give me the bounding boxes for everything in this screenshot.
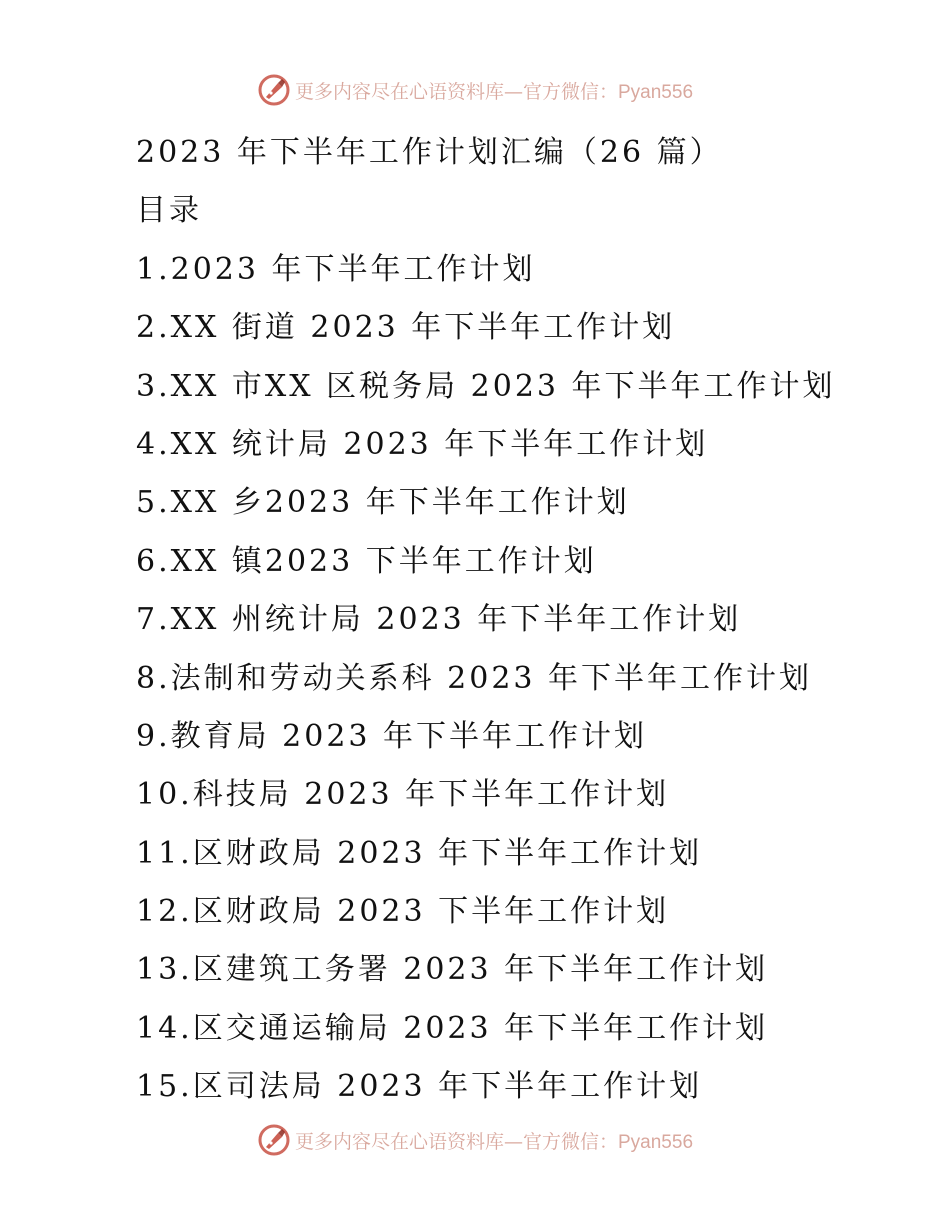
toc-item: 8.法制和劳动关系科 2023 年下半年工作计划 [136, 660, 813, 696]
toc-item: 13.区建筑工务署 2023 年下半年工作计划 [136, 952, 769, 988]
toc-item: 10.科技局 2023 年下半年工作计划 [136, 777, 670, 813]
toc-item: 14.区交通运输局 2023 年下半年工作计划 [136, 1010, 769, 1046]
toc-item: 15.区司法局 2023 年下半年工作计划 [136, 1069, 703, 1105]
header-watermark [0, 70, 950, 110]
watermark-handle: Pyan556 [618, 81, 694, 103]
toc-item: 5.XX 乡2023 年下半年工作计划 [136, 485, 630, 521]
pen-nib-logo-icon [257, 73, 291, 107]
toc-item: 9.教育局 2023 年下半年工作计划 [136, 718, 648, 754]
document-body [136, 124, 916, 1117]
toc-item: 6.XX 镇2023 下半年工作计划 [136, 543, 597, 579]
watermark-handle: Pyan556 [618, 1131, 694, 1153]
toc-item: 4.XX 统计局 2023 年下半年工作计划 [136, 426, 709, 462]
toc-item: 12.区财政局 2023 下半年工作计划 [136, 894, 670, 930]
pen-nib-logo-icon [257, 1123, 291, 1157]
toc-item: 11.区财政局 2023 年下半年工作计划 [136, 835, 703, 871]
toc-item: 1.2023 年下半年工作计划 [136, 251, 536, 287]
toc-heading: 目录 [136, 193, 202, 229]
toc-item: 2.XX 街道 2023 年下半年工作计划 [136, 310, 676, 346]
watermark-text: 更多内容尽在心语资料库—官方微信：Pyan556 [294, 1130, 694, 1153]
toc-item: 7.XX 州统计局 2023 年下半年工作计划 [136, 602, 742, 638]
footer-watermark [0, 1120, 950, 1160]
document-title: 2023 年下半年工作计划汇编（26 篇） [136, 135, 723, 170]
toc-item: 3.XX 市XX 区税务局 2023 年下半年工作计划 [136, 368, 836, 404]
watermark-text: 更多内容尽在心语资料库—官方微信：Pyan556 [294, 80, 694, 103]
